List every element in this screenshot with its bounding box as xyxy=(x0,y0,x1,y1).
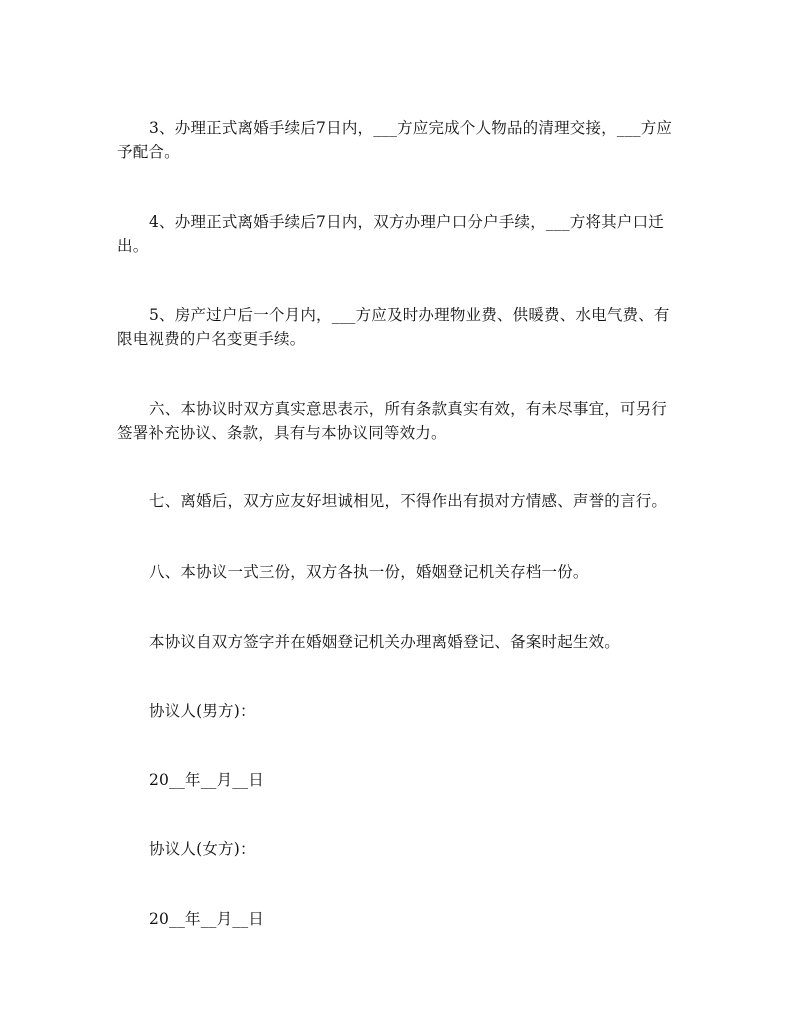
clause-six-validity: 六、本协议时双方真实意思表示，所有条款真实有效，有未尽事宜，可另行签署补充协议、条款，具有与本协议同等效力。 xyxy=(117,400,668,442)
signature-male-label: 协议人(男方)： xyxy=(149,702,256,720)
clause-4-household-registration: 4、办理正式离婚手续后7日内，双方办理户口分户手续，___方将其户口迁出。 xyxy=(117,213,664,255)
signature-female-label: 协议人(女方)： xyxy=(149,840,256,858)
clause-3-personal-items: 3、办理正式离婚手续后7日内，___方应完成个人物品的清理交接，___方应予配合。 xyxy=(117,119,673,161)
signature-female-date: 20__年__月__日 xyxy=(149,910,264,928)
clause-eight-copies: 八、本协议一式三份，双方各执一份，婚姻登记机关存档一份。 xyxy=(149,563,589,581)
signature-male-date: 20__年__月__日 xyxy=(149,771,264,789)
effective-statement: 本协议自双方签字并在婚姻登记机关办理离婚登记、备案时起生效。 xyxy=(149,633,621,651)
clause-seven-conduct: 七、离婚后，双方应友好坦诚相见，不得作出有损对方情感、声誉的言行。 xyxy=(149,492,668,510)
clause-5-utility-transfer: 5、房产过户后一个月内，___方应及时办理物业费、供暖费、水电气费、有限电视费的户名变更手续。 xyxy=(117,306,670,348)
